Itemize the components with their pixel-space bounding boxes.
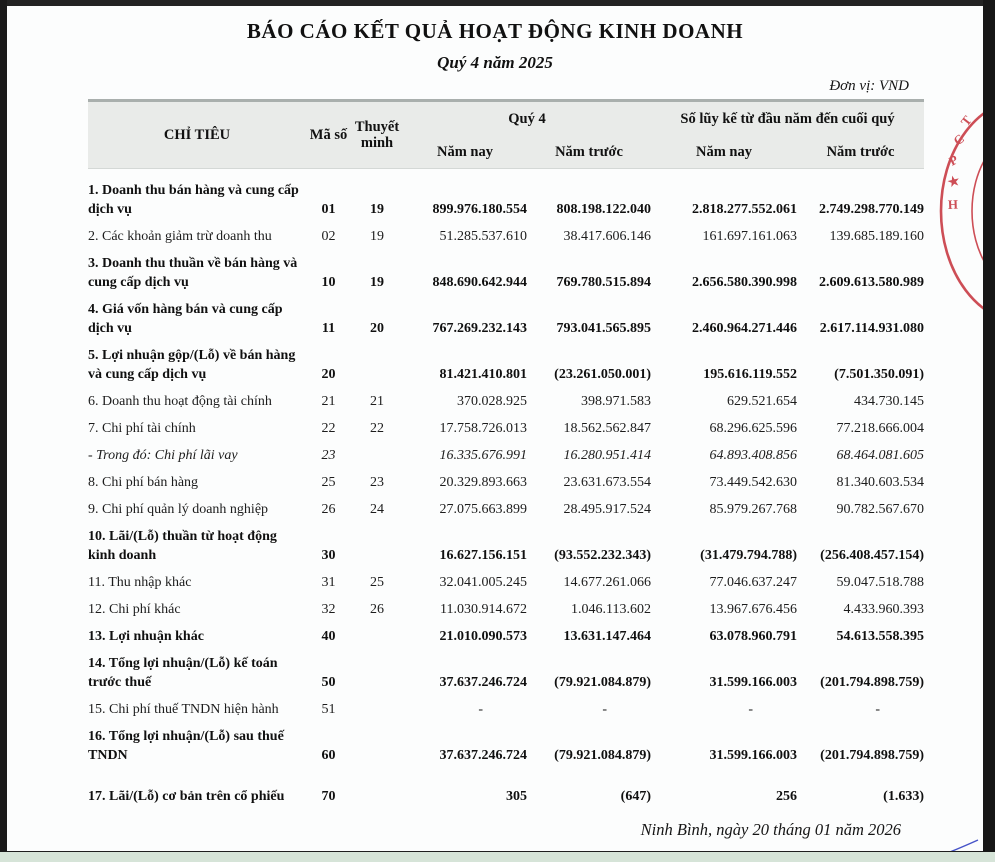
row-label: 7. Chi phí tài chính — [88, 421, 196, 436]
header-code: Mã số — [306, 101, 351, 169]
row-ytd-prev: 4.433.960.393 — [843, 602, 924, 617]
row-label: 17. Lãi/(Lỗ) cơ bản trên cổ phiếu — [88, 789, 285, 804]
row-ytd-now: 195.616.119.552 — [703, 367, 797, 382]
row-ytd-now: 63.078.960.791 — [709, 629, 797, 644]
row-ytd-prev: 2.617.114.931.080 — [819, 321, 924, 336]
signature-place-date: Ninh Bình, ngày 20 tháng 01 năm 2026 — [640, 820, 901, 839]
table-row — [88, 469, 924, 496]
row-ytd-now: 68.296.625.596 — [709, 421, 797, 436]
red-seal-stamp-partial — [923, 92, 983, 327]
row-note: 20 — [370, 321, 384, 336]
row-code: 01 — [321, 202, 336, 217]
row-ytd-prev: (1.633) — [883, 789, 924, 804]
header-ytd-prior-year: Năm trước — [797, 136, 924, 169]
row-q-now: 21.010.090.573 — [439, 629, 527, 644]
row-note: 23 — [370, 475, 384, 490]
row-code: 40 — [321, 629, 336, 644]
row-code: 32 — [321, 602, 336, 617]
row-q-prev: - — [602, 702, 607, 717]
row-ytd-now: 31.599.166.003 — [709, 748, 797, 763]
row-ytd-now: 77.046.637.247 — [709, 575, 797, 590]
row-q-prev: 28.495.917.524 — [563, 502, 651, 517]
row-label: 1. Doanh thu bán hàng và cung cấp dịch vụ — [88, 183, 299, 217]
row-note: 24 — [370, 502, 384, 517]
row-ytd-now: 256 — [776, 789, 797, 804]
report-table-body — [88, 169, 924, 811]
report-period: Quý 4 năm 2025 — [437, 53, 553, 72]
row-note — [351, 769, 403, 810]
row-q-now: 32.041.005.245 — [439, 575, 527, 590]
stamp-glyph: T — [957, 112, 975, 129]
table-row — [88, 296, 924, 342]
row-ytd-prev: (201.794.898.759) — [820, 748, 924, 763]
report-title: BÁO CÁO KẾT QUẢ HOẠT ĐỘNG KINH DOANH — [246, 19, 744, 43]
row-code: 51 — [321, 702, 336, 717]
row-ytd-prev: 59.047.518.788 — [836, 575, 924, 590]
row-q-now: - — [478, 702, 483, 717]
row-q-prev: 23.631.673.554 — [563, 475, 651, 490]
row-ytd-prev: 77.218.666.004 — [836, 421, 924, 436]
row-q-prev: (23.261.050.001) — [554, 367, 651, 382]
table-row — [88, 596, 924, 623]
row-note: 25 — [370, 575, 384, 590]
row-q-now: 305 — [506, 789, 527, 804]
row-code: 10 — [321, 275, 336, 290]
row-q-now: 17.758.726.013 — [439, 421, 527, 436]
row-q-prev: 793.041.565.895 — [556, 321, 651, 336]
row-q-prev: (79.921.084.879) — [554, 748, 651, 763]
row-ytd-now: 85.979.267.768 — [709, 502, 797, 517]
row-ytd-prev: 139.685.189.160 — [829, 229, 924, 244]
stamp-glyph: C — [950, 130, 968, 149]
row-q-prev: 1.046.113.602 — [571, 602, 651, 617]
row-ytd-now: 13.967.676.456 — [709, 602, 797, 617]
table-header — [88, 101, 924, 169]
row-q-prev: 13.631.147.464 — [563, 629, 651, 644]
table-row — [88, 342, 924, 388]
table-row — [88, 223, 924, 250]
row-label: - Trong đó: Chi phí lãi vay — [88, 448, 238, 463]
row-label: 4. Giá vốn hàng bán và cung cấp dịch vụ — [88, 302, 283, 336]
row-ytd-now: 73.449.542.630 — [709, 475, 797, 490]
row-code: 02 — [321, 229, 336, 244]
table-row — [88, 696, 924, 723]
row-ytd-now: 31.599.166.003 — [709, 675, 797, 690]
table-row — [88, 723, 924, 769]
header-notes: Thuyết minh — [351, 101, 403, 169]
row-q-now: 11.030.914.672 — [440, 602, 527, 617]
row-q-now: 51.285.537.610 — [439, 229, 527, 244]
row-label: 12. Chi phí khác — [88, 602, 181, 617]
header-q-current-year: Năm nay — [403, 136, 527, 169]
row-q-now: 370.028.925 — [457, 394, 527, 409]
row-ytd-now: 2.818.277.552.061 — [692, 202, 797, 217]
row-label: 2. Các khoản giảm trừ doanh thu — [88, 229, 272, 244]
row-code: 60 — [321, 748, 336, 763]
table-row — [88, 415, 924, 442]
table-row — [88, 569, 924, 596]
row-ytd-now: 2.460.964.271.446 — [692, 321, 797, 336]
income-statement-table — [88, 99, 924, 810]
header-quarter-group: Quý 4 — [403, 101, 651, 137]
currency-unit-label: Đơn vị: VND — [829, 78, 909, 94]
row-q-prev: 18.562.562.847 — [563, 421, 651, 436]
row-note — [351, 342, 403, 388]
row-q-now: 81.421.410.801 — [439, 367, 527, 382]
row-label: 11. Thu nhập khác — [88, 575, 192, 590]
row-code: 31 — [321, 575, 336, 590]
row-ytd-now: 629.521.654 — [727, 394, 797, 409]
table-row — [88, 623, 924, 650]
row-note — [351, 523, 403, 569]
table-row — [88, 169, 924, 224]
row-q-now: 767.269.232.143 — [432, 321, 527, 336]
row-code: 20 — [321, 367, 336, 382]
scan-border-left — [0, 0, 7, 852]
row-code: 21 — [321, 394, 336, 409]
row-q-now: 899.976.180.554 — [432, 202, 527, 217]
stamp-glyph: ★ — [946, 172, 962, 190]
row-label: 10. Lãi/(Lỗ) thuần từ hoạt động kinh doanh — [88, 529, 277, 563]
row-q-now: 27.075.663.899 — [439, 502, 527, 517]
header-ytd-group: Số lũy kế từ đầu năm đến cuối quý — [651, 101, 924, 137]
row-label: 3. Doanh thu thuần về bán hàng và cung cấp dịch vụ — [88, 256, 298, 290]
row-label: 5. Lợi nhuận gộp/(Lỗ) về bán hàng và cung cấp dịch vụ — [88, 348, 296, 382]
stamp-glyph: P — [946, 151, 961, 169]
row-q-now: 37.637.246.724 — [439, 748, 527, 763]
table-row — [88, 769, 924, 810]
row-code: 25 — [321, 475, 336, 490]
row-ytd-now: 64.893.408.856 — [709, 448, 797, 463]
row-label: 6. Doanh thu hoạt động tài chính — [88, 394, 272, 409]
table-row — [88, 442, 924, 469]
row-q-prev: 808.198.122.040 — [556, 202, 651, 217]
table-row — [88, 388, 924, 415]
row-note: 19 — [370, 202, 384, 217]
row-note: 19 — [370, 229, 384, 244]
row-code: 23 — [321, 448, 336, 463]
row-ytd-prev: (201.794.898.759) — [820, 675, 924, 690]
row-ytd-prev: 81.340.603.534 — [836, 475, 924, 490]
row-ytd-now: - — [748, 702, 753, 717]
row-note: 26 — [370, 602, 384, 617]
row-q-prev: 398.971.583 — [581, 394, 651, 409]
row-code: 30 — [321, 548, 336, 563]
row-q-prev: (647) — [620, 789, 651, 804]
row-ytd-prev: 434.730.145 — [854, 394, 924, 409]
row-ytd-prev: - — [875, 702, 880, 717]
row-code: 26 — [321, 502, 336, 517]
row-code: 11 — [321, 321, 336, 336]
table-row — [88, 496, 924, 523]
row-label: 14. Tổng lợi nhuận/(Lỗ) kế toán trước thuế — [88, 656, 278, 690]
row-q-prev: 16.280.951.414 — [563, 448, 651, 463]
row-note — [351, 650, 403, 696]
row-note: 21 — [370, 394, 384, 409]
row-ytd-prev: (256.408.457.154) — [820, 548, 924, 563]
table-row — [88, 650, 924, 696]
row-q-prev: 38.417.606.146 — [563, 229, 651, 244]
row-q-prev: (93.552.232.343) — [554, 548, 651, 563]
row-ytd-prev: 90.782.567.670 — [836, 502, 924, 517]
header-ytd-current-year: Năm nay — [651, 136, 797, 169]
row-label: 8. Chi phí bán hàng — [88, 475, 199, 490]
table-row — [88, 523, 924, 569]
header-criteria: CHỈ TIÊU — [88, 101, 306, 169]
row-ytd-prev: (7.501.350.091) — [834, 367, 924, 382]
row-note — [351, 623, 403, 650]
stamp-glyph: H — [947, 196, 959, 212]
row-note: 19 — [370, 275, 384, 290]
row-code: 50 — [321, 675, 336, 690]
row-q-now: 16.627.156.151 — [439, 548, 527, 563]
row-label: 15. Chi phí thuế TNDN hiện hành — [88, 702, 279, 717]
table-row — [88, 250, 924, 296]
header-q-prior-year: Năm trước — [527, 136, 651, 169]
signature-pen-stroke — [929, 837, 981, 851]
row-note — [351, 696, 403, 723]
row-ytd-prev: 54.613.558.395 — [836, 629, 924, 644]
row-q-prev: 769.780.515.894 — [556, 275, 651, 290]
row-q-prev: 14.677.261.066 — [563, 575, 651, 590]
document-page — [7, 6, 983, 851]
row-ytd-now: 2.656.580.390.998 — [692, 275, 797, 290]
row-q-now: 16.335.676.991 — [439, 448, 527, 463]
row-note — [351, 723, 403, 769]
row-label: 16. Tổng lợi nhuận/(Lỗ) sau thuế TNDN — [88, 729, 284, 763]
row-ytd-prev: 68.464.081.605 — [836, 448, 924, 463]
scan-edge-bottom-strip — [0, 852, 995, 862]
row-ytd-now: 161.697.161.063 — [702, 229, 797, 244]
row-label: 9. Chi phí quản lý doanh nghiệp — [88, 502, 269, 517]
scan-border-right — [983, 0, 995, 852]
row-ytd-now: (31.479.794.788) — [700, 548, 797, 563]
row-note: 22 — [370, 421, 384, 436]
row-q-now: 37.637.246.724 — [439, 675, 527, 690]
row-q-now: 848.690.642.944 — [432, 275, 527, 290]
row-q-prev: (79.921.084.879) — [554, 675, 651, 690]
row-note — [351, 442, 403, 469]
row-code: 70 — [321, 789, 336, 804]
row-q-now: 20.329.893.663 — [439, 475, 527, 490]
row-ytd-prev: 2.749.298.770.149 — [819, 202, 924, 217]
scan-border-top — [0, 0, 995, 6]
row-ytd-prev: 2.609.613.580.989 — [819, 275, 924, 290]
row-label: 13. Lợi nhuận khác — [88, 629, 204, 644]
row-code: 22 — [321, 421, 336, 436]
